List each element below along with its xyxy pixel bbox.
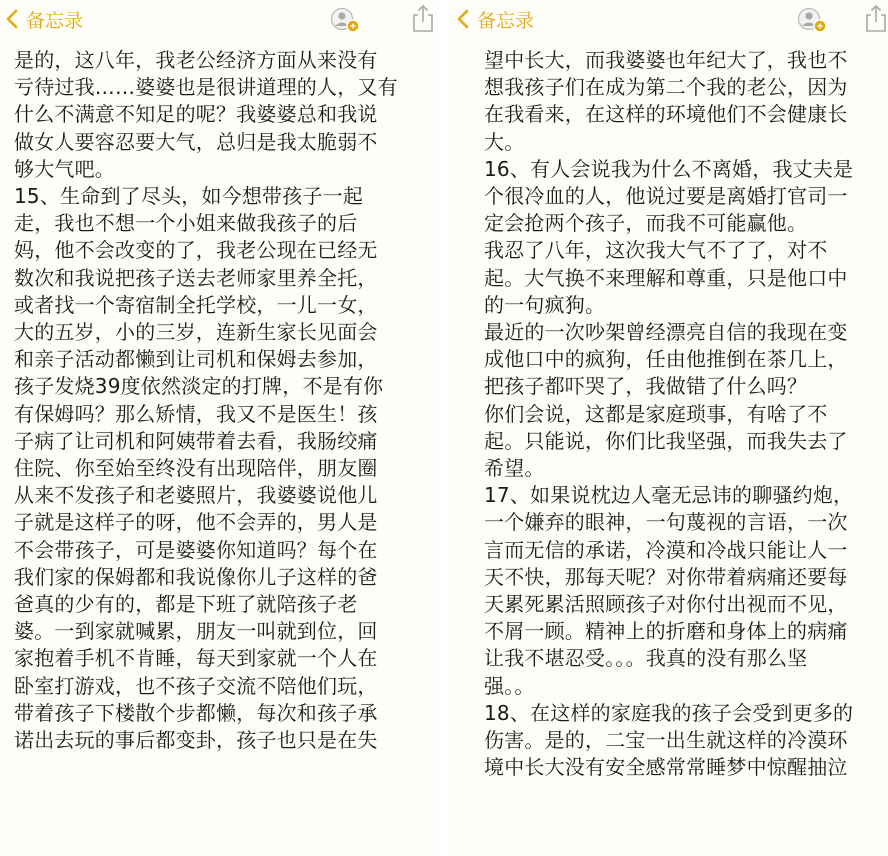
back-button[interactable] (4, 4, 83, 34)
note-line: 大的五岁，小的三岁，连新生家长见面会 (14, 320, 378, 345)
share-icon[interactable] (865, 3, 887, 33)
note-line: 不屑一顾。精神上的折磨和身体上的病痛 (484, 619, 848, 644)
collaborator-avatar-icon[interactable] (797, 7, 827, 33)
note-line: 和亲子活动都懒到让司机和保姆去参加， (14, 347, 378, 372)
chevron-left-icon (4, 8, 20, 30)
note-line: 做女人要容忍要大气，总归是我太脆弱不 (14, 129, 378, 154)
back-button[interactable] (455, 4, 534, 34)
note-line: 希望。 (484, 456, 545, 481)
notes-navbar (0, 0, 437, 40)
note-line: 让我不堪忍受。。。我真的没有那么坚 (484, 646, 808, 671)
collaborator-avatar-icon[interactable] (330, 7, 360, 33)
note-line: 16、有人会说我为什么不离婚，我丈夫是 (484, 156, 854, 181)
back-label: 备忘录 (26, 9, 84, 32)
note-line: 卧室打游戏，也不孩子交流不陪他们玩， (14, 673, 378, 698)
note-line: 带着孩子下楼散个步都懒，每次和孩子承 (14, 700, 378, 725)
note-line: 一个嫌弃的眼神，一句蔑视的言语，一次 (484, 510, 848, 535)
note-line: 起。大气换不来理解和尊重，只是他口中 (484, 265, 848, 290)
note-line: 或者找一个寄宿制全托学校，一儿一女， (14, 292, 378, 317)
note-line: 你们会说，这都是家庭琐事，有啥了不 (484, 401, 828, 426)
note-line: 数次和我说把孩子送去老师家里养全托， (14, 265, 378, 290)
note-line: 在我看来，在这样的环境他们不会健康长 (484, 102, 848, 127)
note-line: 想我孩子们在成为第二个我的老公，因为 (484, 75, 848, 100)
note-line: 子病了让司机和阿姨带着去看，我肠绞痛 (14, 428, 378, 453)
note-line: 住院、你至始至终没有出现陪伴，朋友圈 (14, 456, 378, 481)
note-line: 大。 (484, 129, 525, 154)
left-note-panel (0, 0, 437, 856)
note-line: 我们家的保姆都和我说像你儿子这样的爸 (14, 564, 378, 589)
chevron-left-icon (455, 8, 471, 30)
note-line: 天不快，那每天呢？对你带着病痛还要每 (484, 564, 848, 589)
note-line: 成他口中的疯狗，任由他推倒在茶几上， (484, 347, 848, 372)
note-body (14, 47, 437, 754)
note-line: 个很冷血的人，他说过要是离婚打官司一 (484, 184, 848, 209)
notes-navbar (451, 0, 888, 40)
note-line: 我忍了八年，这次我大气不了了，对不 (484, 238, 828, 263)
note-line: 诺出去玩的事后都变卦，孩子也只是在失 (14, 728, 378, 753)
note-line: 境中长大没有安全感常常睡梦中惊醒抽泣 (484, 755, 848, 780)
note-line: 够大气吧。 (14, 156, 115, 181)
note-line: 亏待过我……婆婆也是很讲道理的人，又有 (14, 75, 398, 100)
note-line: 15、生命到了尽头，如今想带孩子一起 (14, 184, 364, 209)
note-line: 起。只能说，你们比我坚强，而我失去了 (484, 428, 848, 453)
note-line: 孩子发烧39度依然淡定的打牌，不是有你 (14, 374, 384, 399)
note-line: 妈，他不会改变的了，我老公现在已经无 (14, 238, 378, 263)
note-line: 走，我也不想一个小姐来做我孩子的后 (14, 211, 358, 236)
note-line: 家抱着手机不肯睡，每天到家就一个人在 (14, 646, 378, 671)
note-line: 定会抢两个孩子，而我不可能赢他。 (484, 211, 808, 236)
note-line: 伤害。是的，二宝一出生就这样的冷漠环 (484, 728, 848, 753)
note-line: 强。。 (484, 673, 535, 698)
note-line: 是的，这八年，我老公经济方面从来没有 (14, 48, 378, 72)
note-line: 爸真的少有的，都是下班了就陪孩子老 (14, 592, 358, 617)
note-line: 天累死累活照顾孩子对你付出视而不见， (484, 592, 848, 617)
panel-divider (437, 0, 451, 856)
note-line: 子就是这样子的呀，他不会弄的，男人是 (14, 510, 378, 535)
note-line: 的一句疯狗。 (484, 292, 606, 317)
note-line: 18、在这样的家庭我的孩子会受到更多的 (484, 700, 854, 725)
note-line: 17、如果说枕边人毫无忌讳的聊骚约炮， (484, 483, 854, 508)
note-line: 不会带孩子，可是婆婆你知道吗？每个在 (14, 537, 378, 562)
share-icon[interactable] (412, 3, 434, 33)
note-line: 从来不发孩子和老婆照片，我婆婆说他儿 (14, 483, 378, 508)
note-body (484, 47, 888, 781)
note-line: 言而无信的承诺，冷漠和冷战只能让人一 (484, 537, 848, 562)
right-note-panel (451, 0, 888, 856)
note-line: 婆。一到家就喊累，朋友一叫就到位，回 (14, 619, 378, 644)
back-label: 备忘录 (477, 9, 535, 32)
note-line: 有保姆吗？那么矫情，我又不是医生！孩 (14, 401, 378, 426)
note-line: 最近的一次吵架曾经漂亮自信的我现在变 (484, 320, 848, 345)
note-line: 望中长大，而我婆婆也年纪大了，我也不 (484, 48, 848, 72)
note-line: 什么不满意不知足的呢？我婆婆总和我说 (14, 102, 378, 127)
note-line: 把孩子都吓哭了，我做错了什么吗？ (484, 374, 808, 399)
